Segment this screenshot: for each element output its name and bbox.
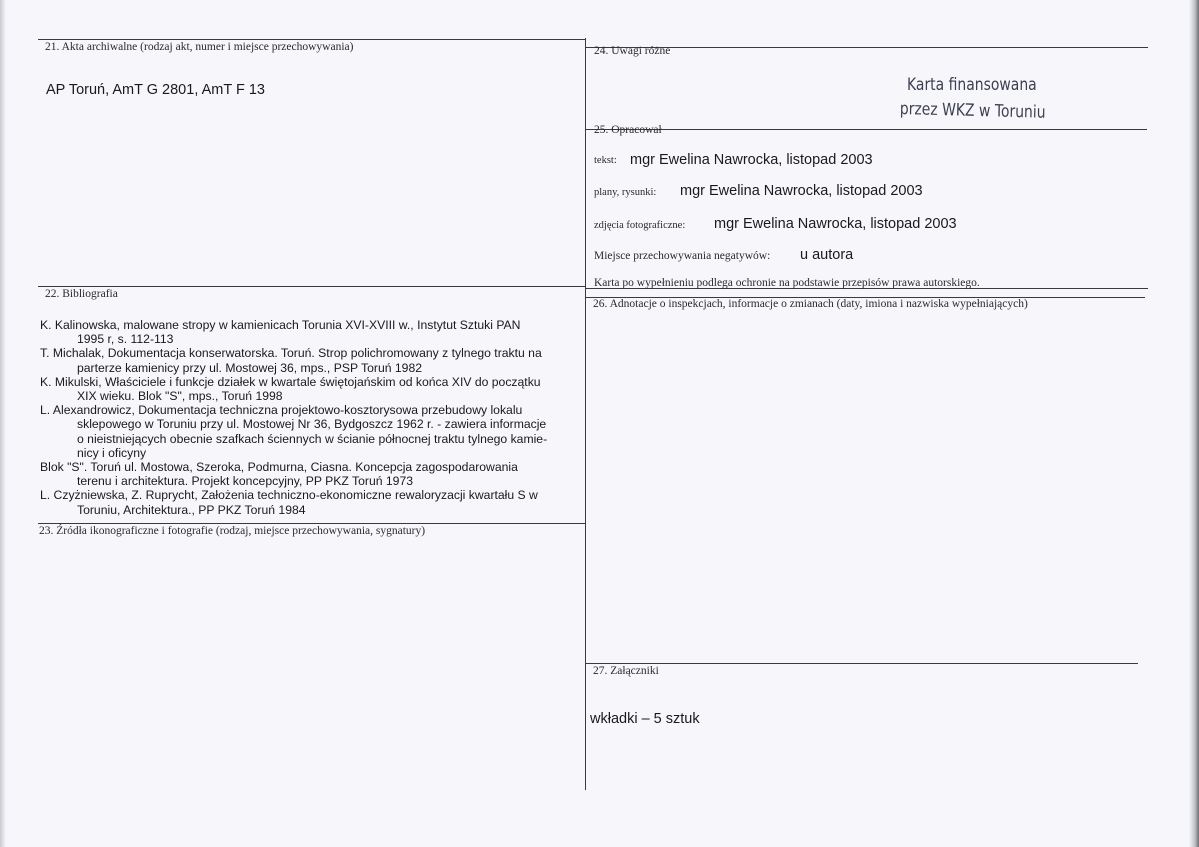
copyright-note: Karta po wypełnieniu podlega ochronie na podstawie przepisów prawa autorskiego. <box>594 277 980 289</box>
bibliography-entry: Blok "S". Toruń ul. Mostowa, Szeroka, Podmurna, Ciasna. Koncepcja zagospodarowania terenu i architektura. Projekt koncepcyjny, PP PKZ Toruń 1973 <box>40 460 518 489</box>
zdjecia-label: zdjęcia fotograficzne: <box>594 220 686 231</box>
section-24-label: 24. Uwagi różne <box>594 45 671 57</box>
tekst-label: tekst: <box>594 155 617 166</box>
left-page-edge <box>0 0 6 847</box>
section-25-label: 25. Opracował <box>594 124 662 136</box>
bibliography-entry: L. Alexandrowicz, Dokumentacja techniczna projektowo-kosztorysowa przebudowy lokalu sklepowego w Toruniu przy ul. Mostowej Nr 36, Bydgoszcz 1962 r. - zawiera informacje o nieistniejących obecnie szafkach ściennych w ścianie północnej traktu tylnego kamie- nicy i oficyny <box>40 403 548 460</box>
rule-22 <box>38 286 586 287</box>
bibliography-entry: K. Mikulski, Właściciele i funkcje działek w kwartale świętojańskim od końca XIV do początku XIX wieku. Blok "S", mps., Toruń 1998 <box>40 374 541 404</box>
bibliography-list <box>40 318 585 517</box>
rule-25 <box>586 129 1147 130</box>
negatywy-label: Miejsce przechowywania negatywów: <box>594 250 771 262</box>
section-23-label: 23. Źródła ikonograficzne i fotografie (rodzaj, miejsce przechowywania, sygnatury) <box>39 525 426 537</box>
section-21-label: 21. Akta archiwalne (rodzaj akt, numer i miejsce przechowywania) <box>45 41 354 53</box>
negatywy-value: u autora <box>800 247 854 263</box>
section-21-value: AP Toruń, AmT G 2801, AmT F 13 <box>46 82 265 98</box>
zdjecia-value: mgr Ewelina Nawrocka, listopad 2003 <box>714 216 957 232</box>
bibliography-entry: L. Czyżniewska, Z. Ruprycht, Założenia techniczno-ekonomiczne rewaloryzacji kwartału S w Toruniu, Architektura., PP PKZ Toruń 1984 <box>40 488 538 517</box>
bibliography-entry: K. Kalinowska, malowane stropy w kamienicach Torunia XVI-XVIII w., Instytut Sztuki PAN 1995 r, s. 112-113 <box>40 318 521 347</box>
section-26-label: 26. Adnotacje o inspekcjach, informacje o zmianach (daty, imiona i nazwiska wypełniających) <box>593 298 1028 310</box>
right-page-edge <box>1189 0 1199 847</box>
section-27-label: 27. Załączniki <box>593 665 659 677</box>
plany-value: mgr Ewelina Nawrocka, listopad 2003 <box>680 183 923 199</box>
bibliography-entry: T. Michalak, Dokumentacja konserwatorska. Toruń. Strop polichromowany z tylnego traktu na parterze kamienicy przy ul. Mostowej 36, mps., PSP Toruń 1982 <box>40 346 542 375</box>
rule-23 <box>38 523 586 524</box>
plany-label: plany, rysunki: <box>594 187 657 198</box>
vertical-divider <box>585 38 586 790</box>
top-rule-left <box>38 39 586 40</box>
section-22-label: 22. Bibliografia <box>45 288 118 300</box>
section-27-value: wkładki – 5 sztuk <box>590 711 700 727</box>
tekst-value: mgr Ewelina Nawrocka, listopad 2003 <box>630 152 873 168</box>
rule-27 <box>586 663 1138 664</box>
financing-stamp-line-2: przez WKZ w Toruniu <box>899 99 1046 123</box>
financing-stamp-line-1: Karta finansowana <box>907 75 1037 95</box>
